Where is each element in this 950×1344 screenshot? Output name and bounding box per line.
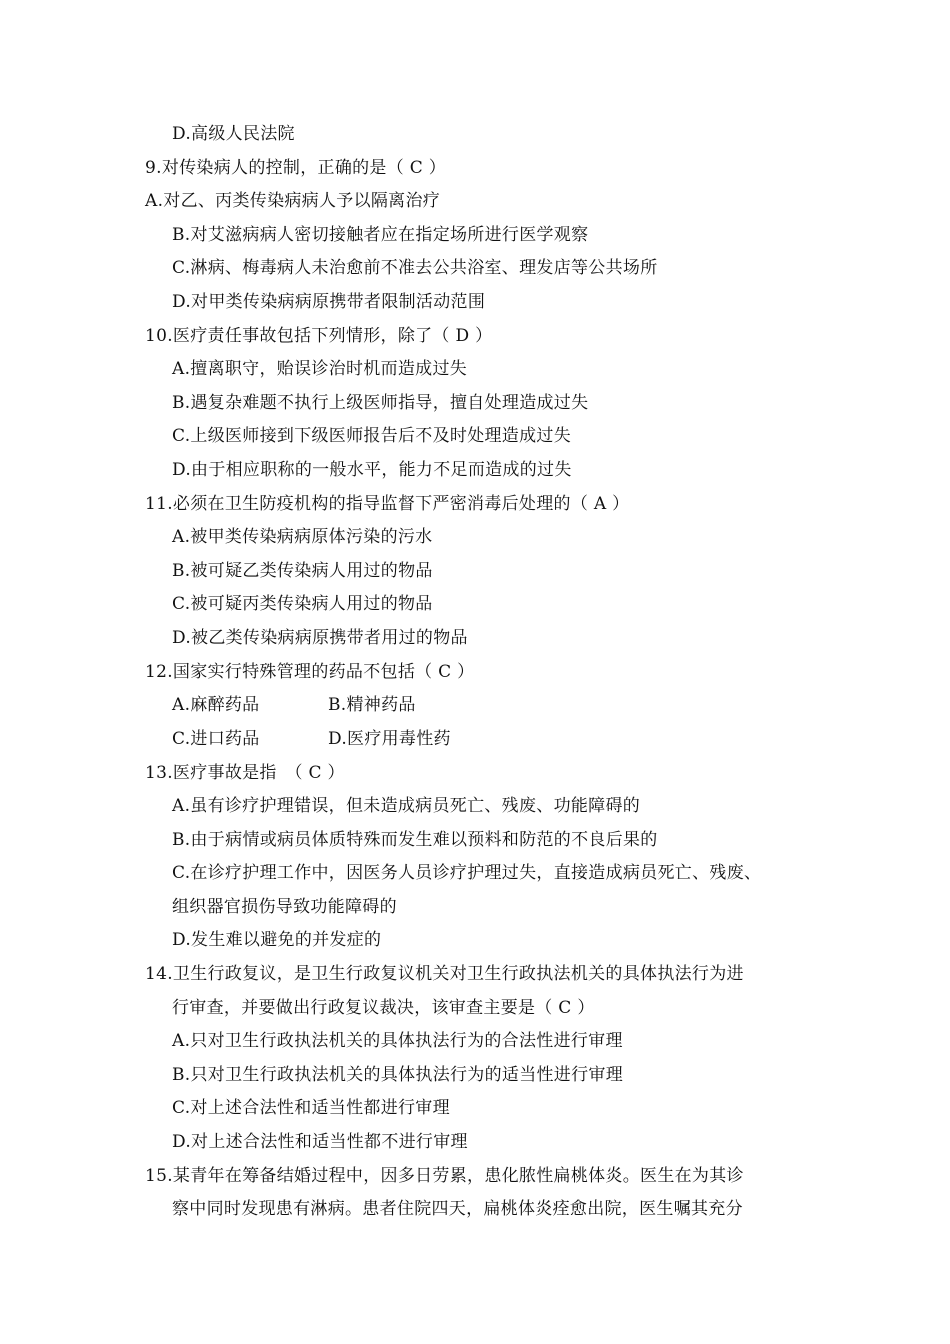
question-13-option-d: D.发生难以避免的并发症的 bbox=[172, 930, 382, 950]
question-9-option-b: B.对艾滋病病人密切接触者应在指定场所进行医学观察 bbox=[172, 225, 589, 245]
question-12-option-d: D.医疗用毒性药 bbox=[328, 729, 451, 749]
question-9-option-d: D.对甲类传染病病原携带者限制活动范围 bbox=[172, 292, 486, 312]
question-12-option-a: A.麻醉药品 bbox=[172, 695, 260, 715]
question-12-stem: 12.国家实行特殊管理的药品不包括（ C ） bbox=[145, 662, 475, 682]
question-12-option-b: B.精神药品 bbox=[328, 695, 416, 715]
question-11-option-b: B.被可疑乙类传染病人用过的物品 bbox=[172, 561, 433, 581]
question-11-option-d: D.被乙类传染病病原携带者用过的物品 bbox=[172, 628, 468, 648]
question-10-stem: 10.医疗责任事故包括下列情形，除了（ D ） bbox=[145, 326, 493, 346]
question-10-option-d: D.由于相应职称的一般水平，能力不足而造成的过失 bbox=[172, 460, 572, 480]
question-13-option-c: C.在诊疗护理工作中，因医务人员诊疗护理过失，直接造成病员死亡、残废、 bbox=[172, 863, 762, 883]
question-10-option-b: B.遇复杂难题不执行上级医师指导，擅自处理造成过失 bbox=[172, 393, 589, 413]
question-14-option-d: D.对上述合法性和适当性都不进行审理 bbox=[172, 1132, 468, 1152]
question-14-stem: 14.卫生行政复议，是卫生行政复议机关对卫生行政执法机关的具体执法行为进 bbox=[145, 964, 744, 984]
question-9-option-a: A.对乙、丙类传染病病人予以隔离治疗 bbox=[145, 191, 441, 211]
option-text: D.高级人民法院 bbox=[172, 124, 295, 144]
question-13-option-c-cont: 组织器官损伤导致功能障碍的 bbox=[172, 897, 397, 917]
question-11-stem: 11.必须在卫生防疫机构的指导监督下严密消毒后处理的（ A ） bbox=[145, 494, 630, 514]
question-13-option-a: A.虽有诊疗护理错误，但未造成病员死亡、残废、功能障碍的 bbox=[172, 796, 641, 816]
question-9-stem: 9.对传染病人的控制，正确的是（ C ） bbox=[145, 158, 447, 178]
question-10-option-c: C.上级医师接到下级医师报告后不及时处理造成过失 bbox=[172, 426, 572, 446]
question-14-option-b: B.只对卫生行政执法机关的具体执法行为的适当性进行审理 bbox=[172, 1065, 623, 1085]
question-9-option-c: C.淋病、梅毒病人未治愈前不准去公共浴室、理发店等公共场所 bbox=[172, 258, 658, 278]
question-11-option-c: C.被可疑丙类传染病人用过的物品 bbox=[172, 594, 433, 614]
question-14-option-c: C.对上述合法性和适当性都进行审理 bbox=[172, 1098, 450, 1118]
question-15-stem: 15.某青年在筹备结婚过程中，因多日劳累，患化脓性扁桃体炎。医生在为其诊 bbox=[145, 1166, 744, 1186]
question-13-option-b: B.由于病情或病员体质特殊而发生难以预料和防范的不良后果的 bbox=[172, 830, 658, 850]
question-15-stem-cont: 察中同时发现患有淋病。患者住院四天，扁桃体炎痊愈出院，医生嘱其充分 bbox=[172, 1199, 743, 1219]
question-14-option-a: A.只对卫生行政执法机关的具体执法行为的合法性进行审理 bbox=[172, 1031, 623, 1051]
question-10-option-a: A.擅离职守，贻误诊治时机而造成过失 bbox=[172, 359, 468, 379]
question-13-stem: 13.医疗事故是指 （ C ） bbox=[145, 763, 345, 783]
question-11-option-a: A.被甲类传染病病原体污染的污水 bbox=[172, 527, 433, 547]
question-14-stem-cont: 行审查，并要做出行政复议裁决，该审查主要是（ C ） bbox=[172, 998, 595, 1018]
question-12-option-c: C.进口药品 bbox=[172, 729, 260, 749]
